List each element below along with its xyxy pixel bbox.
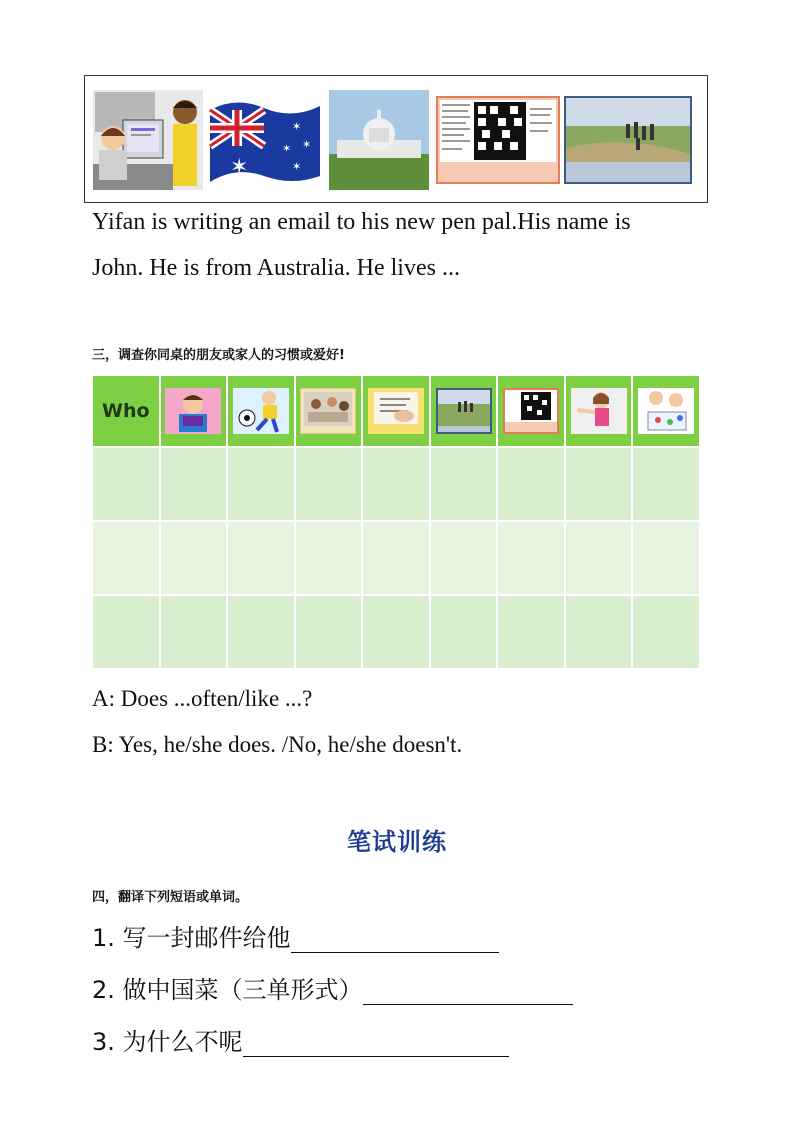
hiking-icon xyxy=(436,388,492,434)
crossword-icon xyxy=(503,388,559,434)
translation-item-3 xyxy=(92,1022,509,1057)
activity-classroom xyxy=(295,375,363,447)
intro-line-2: John. He is from Australia. He lives ... xyxy=(92,255,460,281)
survey-row xyxy=(92,521,700,595)
crossword-picture xyxy=(436,96,560,184)
survey-cell[interactable] xyxy=(295,521,363,595)
activity-drawing-kids xyxy=(632,375,700,447)
writing-card-icon xyxy=(368,388,424,434)
answer-blank[interactable] xyxy=(243,1030,509,1057)
activity-writing-card xyxy=(362,375,430,447)
translation-heading: 四，翻译下列短语或单词。 xyxy=(92,890,249,905)
intro-line-1: Yifan is writing an email to his new pen pal.His name is xyxy=(92,209,631,235)
survey-row xyxy=(92,447,700,521)
survey-cell[interactable] xyxy=(362,521,430,595)
survey-cell[interactable] xyxy=(295,595,363,669)
survey-cell[interactable] xyxy=(632,447,700,521)
survey-cell[interactable] xyxy=(227,595,295,669)
survey-cell[interactable] xyxy=(497,521,565,595)
activity-hiking xyxy=(430,375,498,447)
survey-cell[interactable] xyxy=(160,447,228,521)
survey-cell[interactable] xyxy=(497,595,565,669)
survey-cell[interactable] xyxy=(565,595,633,669)
answer-blank[interactable] xyxy=(291,926,499,953)
survey-cell[interactable] xyxy=(430,447,498,521)
dialog-line-a: A: Does ...often/like ...? xyxy=(92,686,313,711)
section-title: 笔试训练 xyxy=(347,828,447,856)
computer-kids-picture xyxy=(93,90,203,190)
activity-reading xyxy=(160,375,228,447)
survey-cell[interactable] xyxy=(632,521,700,595)
australian-flag-picture xyxy=(206,90,322,190)
capitol-building-picture xyxy=(329,90,429,190)
survey-table xyxy=(91,374,701,670)
svg-text:✶: ✶ xyxy=(292,120,302,133)
survey-cell[interactable] xyxy=(92,521,160,595)
translation-item-text: 1. 写一封邮件给他 xyxy=(92,924,291,952)
hiking-picture xyxy=(564,96,692,184)
answer-blank[interactable] xyxy=(363,978,573,1005)
svg-text:✶: ✶ xyxy=(282,142,292,155)
translation-item-text: 3. 为什么不呢 xyxy=(92,1028,243,1056)
picture-strip xyxy=(84,75,708,203)
translation-item-text: 2. 做中国菜（三单形式） xyxy=(92,976,363,1004)
survey-cell[interactable] xyxy=(295,447,363,521)
classroom-icon xyxy=(300,388,356,434)
survey-cell[interactable] xyxy=(497,447,565,521)
reading-icon xyxy=(165,388,221,434)
who-header: Who xyxy=(92,375,160,447)
survey-cell[interactable] xyxy=(565,447,633,521)
survey-row xyxy=(92,595,700,669)
survey-cell[interactable] xyxy=(92,595,160,669)
svg-text:✶: ✶ xyxy=(302,138,312,151)
survey-header-row xyxy=(92,375,700,447)
activity-crossword xyxy=(497,375,565,447)
survey-cell[interactable] xyxy=(160,595,228,669)
survey-cell[interactable] xyxy=(565,521,633,595)
svg-text:✶: ✶ xyxy=(292,160,302,173)
activity-football xyxy=(227,375,295,447)
survey-cell[interactable] xyxy=(362,447,430,521)
survey-cell[interactable] xyxy=(227,447,295,521)
survey-cell[interactable] xyxy=(362,595,430,669)
translation-item-2 xyxy=(92,970,573,1005)
drawing-kids-icon xyxy=(638,388,694,434)
survey-cell[interactable] xyxy=(430,521,498,595)
activity-pointing-girl xyxy=(565,375,633,447)
survey-cell[interactable] xyxy=(160,521,228,595)
survey-cell[interactable] xyxy=(430,595,498,669)
survey-cell[interactable] xyxy=(632,595,700,669)
dialog-line-b: B: Yes, he/she does. /No, he/she doesn't. xyxy=(92,732,463,757)
translation-item-1 xyxy=(92,918,499,953)
survey-cell[interactable] xyxy=(92,447,160,521)
survey-cell[interactable] xyxy=(227,521,295,595)
svg-text:✶: ✶ xyxy=(230,155,249,180)
football-icon xyxy=(233,388,289,434)
pointing-girl-icon xyxy=(571,388,627,434)
survey-heading: 三，调查你同桌的朋友或家人的习惯或爱好! xyxy=(92,348,345,363)
